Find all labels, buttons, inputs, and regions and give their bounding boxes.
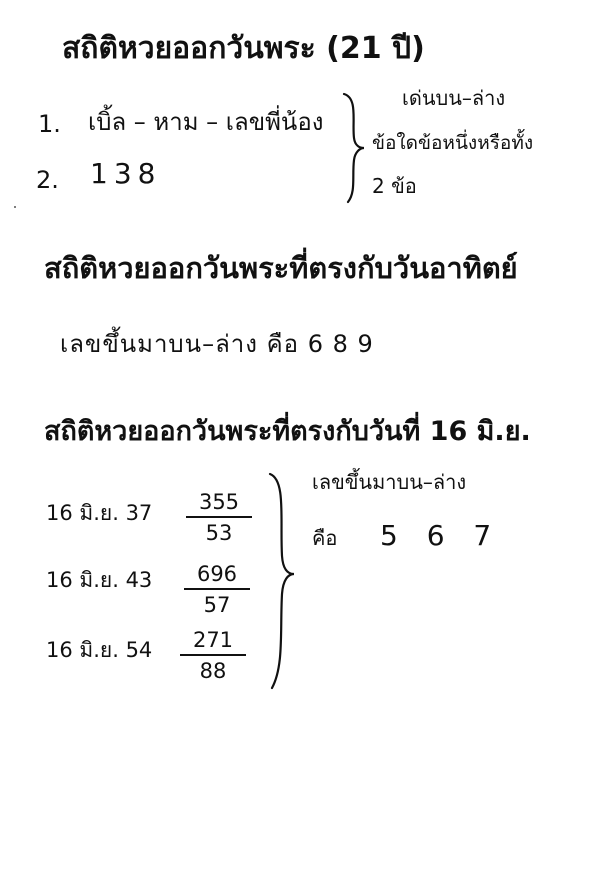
section1-title: สถิติหวยออกวันพระ (21 ปี)	[62, 31, 425, 66]
section3-row1-fraction	[186, 490, 252, 545]
section1-brace	[338, 92, 368, 204]
section1-note-line2: ข้อใดข้อหนึ่งหรือทั้ง	[372, 132, 534, 154]
section1-item1-number: 1.	[38, 110, 61, 138]
section1-item1-text: เบิ้ล – หาม – เลขพี่น้อง	[88, 108, 324, 136]
section3-row3-date: 16 มิ.ย. 54	[46, 638, 153, 662]
section1-item2-text: 138	[90, 157, 162, 190]
section3-row2-fraction	[184, 562, 250, 617]
section3-brace	[262, 470, 302, 692]
section2-title: สถิติหวยออกวันพระที่ตรงกับวันอาทิตย์	[44, 251, 518, 285]
section3-note-line2: คือ	[312, 526, 338, 550]
section3-row2-bottom: 57	[203, 593, 231, 617]
section1-note-line3: 2 ข้อ	[372, 174, 417, 198]
section3-note-numbers: 5 6 7	[380, 519, 502, 552]
section3-row3-bottom: 88	[199, 659, 227, 683]
section3-title: สถิติหวยออกวันพระที่ตรงกับวันที่ 16 มิ.ย.	[44, 416, 531, 447]
section3-row1-top: 355	[186, 490, 252, 518]
section3-row1-bottom: 53	[205, 521, 233, 545]
section3-row3-fraction	[180, 628, 246, 683]
section2-line: เลขขึ้นมาบน–ล่าง คือ 6 8 9	[60, 330, 374, 358]
section3-row2-date: 16 มิ.ย. 43	[46, 568, 153, 592]
section3-note-line1: เลขขึ้นมาบน–ล่าง	[312, 470, 467, 494]
section3-row2-top: 696	[184, 562, 250, 590]
section3-row1-date: 16 มิ.ย. 37	[46, 501, 153, 525]
paper-speck	[14, 206, 16, 208]
section1-item2-number: 2.	[36, 166, 59, 194]
section1-note-line1: เด่นบน–ล่าง	[402, 86, 506, 110]
section3-row3-top: 271	[180, 628, 246, 656]
